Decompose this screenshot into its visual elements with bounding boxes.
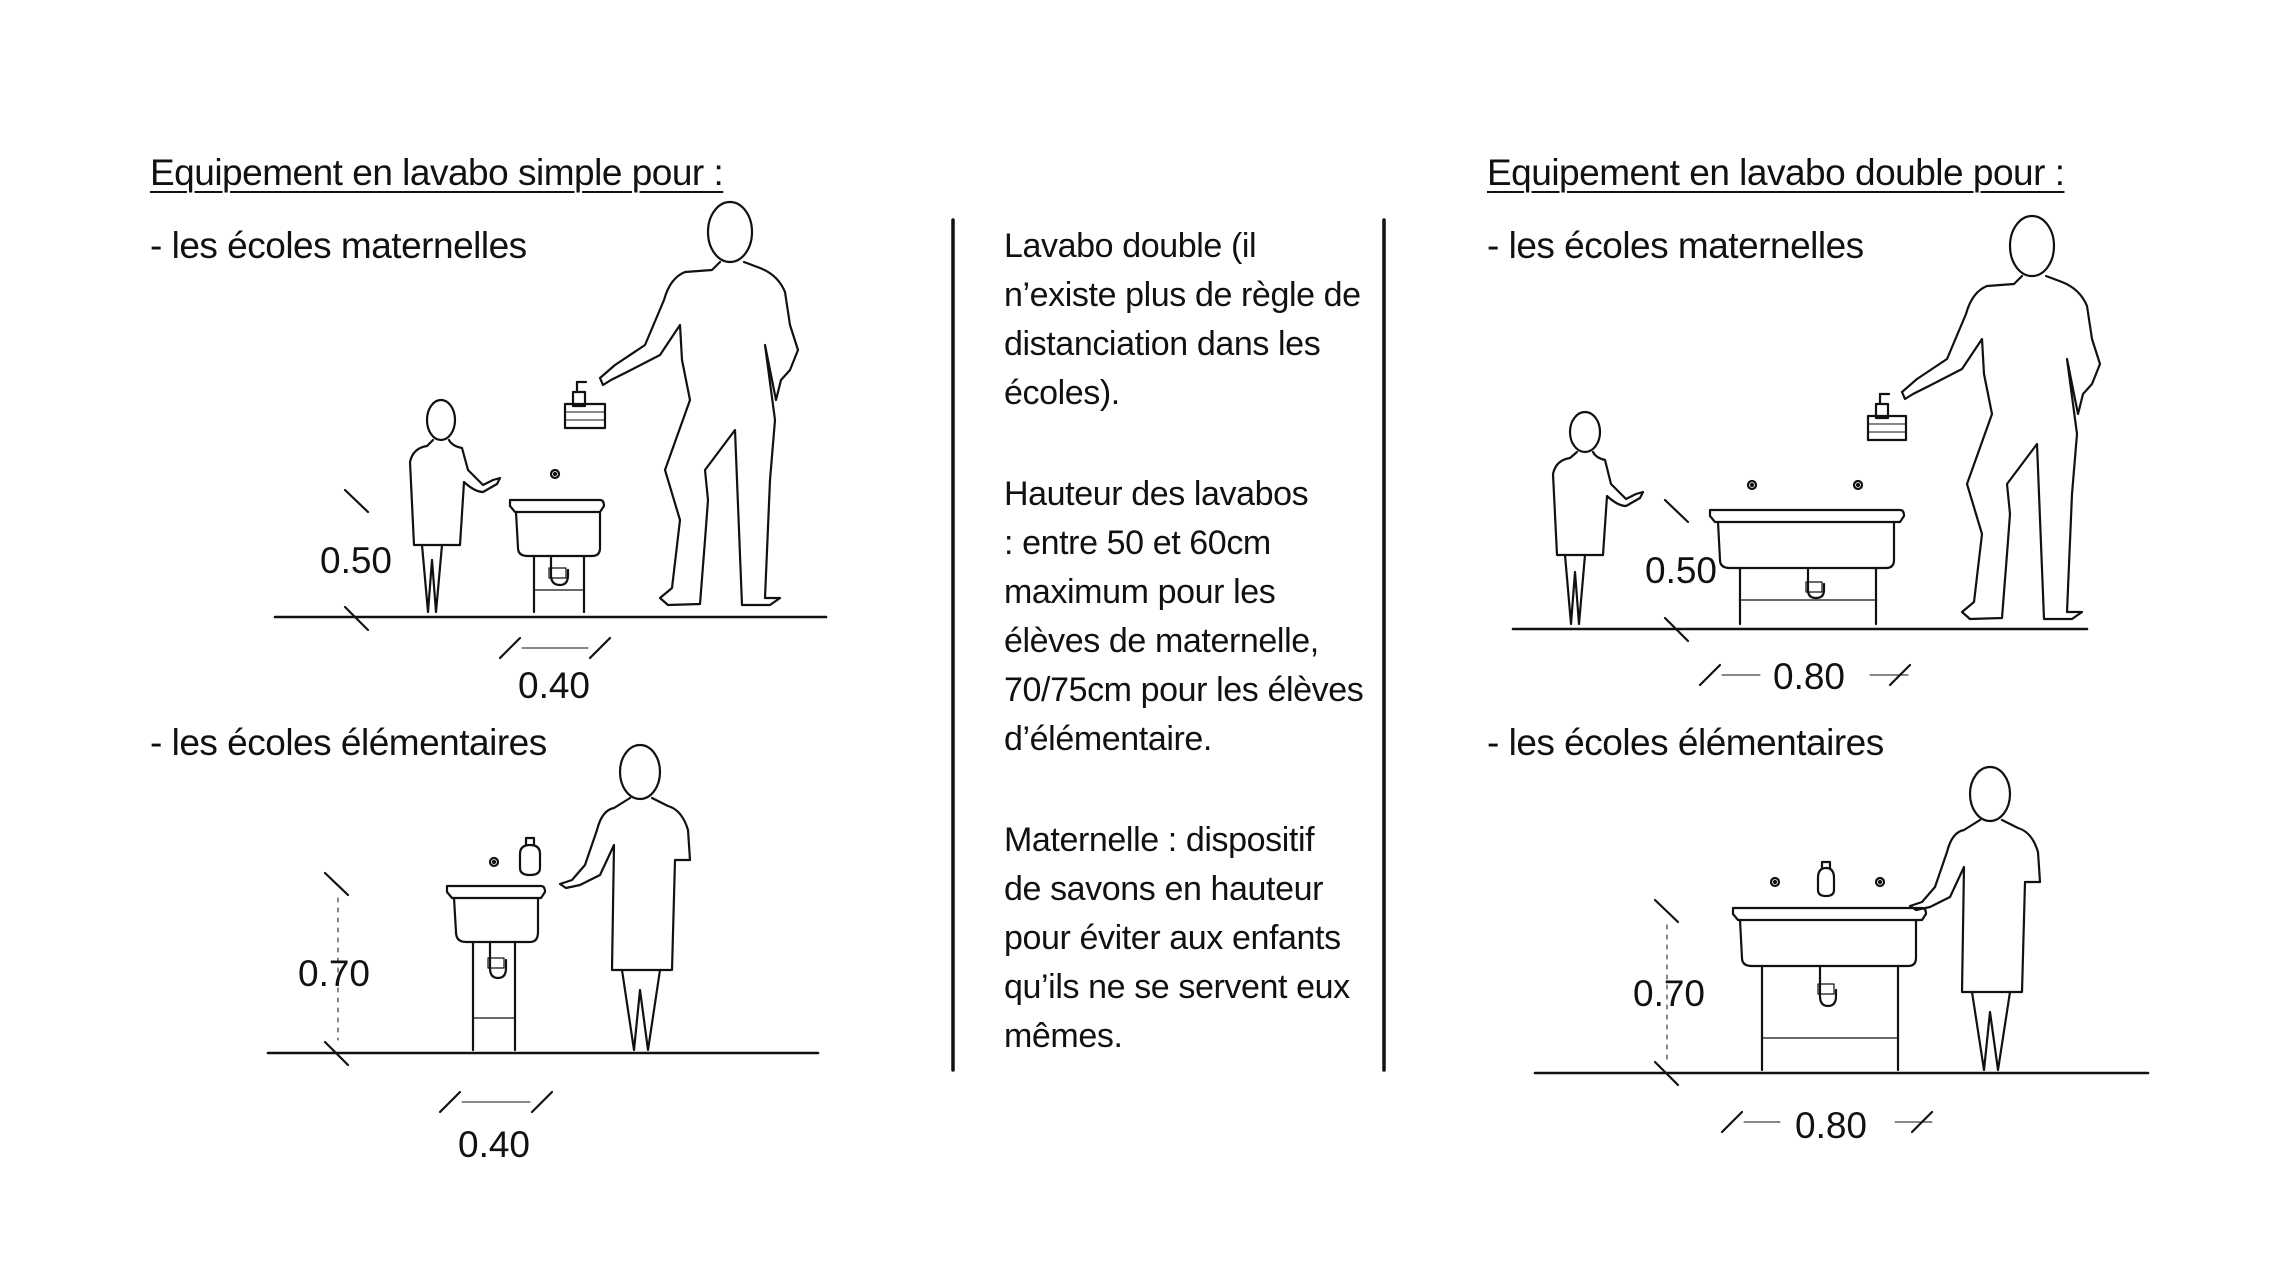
center-paragraph-2: Hauteur des lavabos : entre 50 et 60cm maximum pour les élèves de maternelle, 70/75cm pour les élèves d’élémentaire. (1004, 475, 1364, 758)
child-figure (410, 400, 500, 612)
child-figure (560, 745, 690, 1050)
soap-dispenser (1868, 394, 1906, 440)
left-elementaire-label: - les écoles élémentaires (150, 722, 547, 763)
simple-sink (510, 470, 604, 612)
dim-tick (1700, 665, 1720, 685)
right-elementaire-scene (1535, 767, 2148, 1132)
right-maternelle-height-dim: 0.50 (1645, 550, 1718, 591)
right-title: Equipement en lavabo double pour : (1487, 152, 2065, 193)
dim-tick (440, 1092, 460, 1112)
right-maternelle-label: - les écoles maternelles (1487, 225, 1864, 266)
right-maternelle-scene (1513, 216, 2100, 685)
adult-figure (1902, 216, 2100, 619)
soap-dispenser (565, 382, 605, 428)
simple-sink (447, 838, 545, 1050)
dim-tick (1655, 900, 1678, 922)
dim-tick (325, 873, 348, 895)
left-elementaire-height-dim: 0.70 (298, 953, 371, 994)
left-title: Equipement en lavabo simple pour : (150, 152, 724, 193)
dim-tick (1722, 1112, 1742, 1132)
child-figure (1553, 412, 1643, 624)
right-elementaire-label: - les écoles élémentaires (1487, 722, 1884, 763)
left-elementaire-width-dim: 0.40 (458, 1124, 531, 1165)
left-maternelle-height-dim: 0.50 (320, 540, 393, 581)
left-maternelle-scene (275, 202, 826, 658)
right-maternelle-width-dim: 0.80 (1773, 656, 1846, 697)
child-figure (1910, 767, 2040, 1070)
right-elementaire-width-dim: 0.80 (1795, 1105, 1868, 1146)
left-maternelle-label: - les écoles maternelles (150, 225, 527, 266)
double-sink (1733, 862, 1926, 1070)
dim-tick (1665, 500, 1688, 522)
double-sink (1710, 481, 1904, 624)
dim-tick (590, 638, 610, 658)
left-elementaire-scene (268, 745, 818, 1112)
dim-tick (532, 1092, 552, 1112)
adult-figure (600, 202, 798, 605)
center-paragraph-3: Maternelle : dispositif de savons en hauteur pour éviter aux enfants qu’ils ne se servent eux mêmes. (1004, 821, 1350, 1055)
dim-tick (345, 490, 368, 512)
left-maternelle-width-dim: 0.40 (518, 665, 591, 706)
right-elementaire-height-dim: 0.70 (1633, 973, 1706, 1014)
dim-tick (345, 607, 368, 630)
center-paragraph-1: Lavabo double (il n’existe plus de règle de distanciation dans les écoles). (1004, 227, 1361, 412)
dim-tick (500, 638, 520, 658)
